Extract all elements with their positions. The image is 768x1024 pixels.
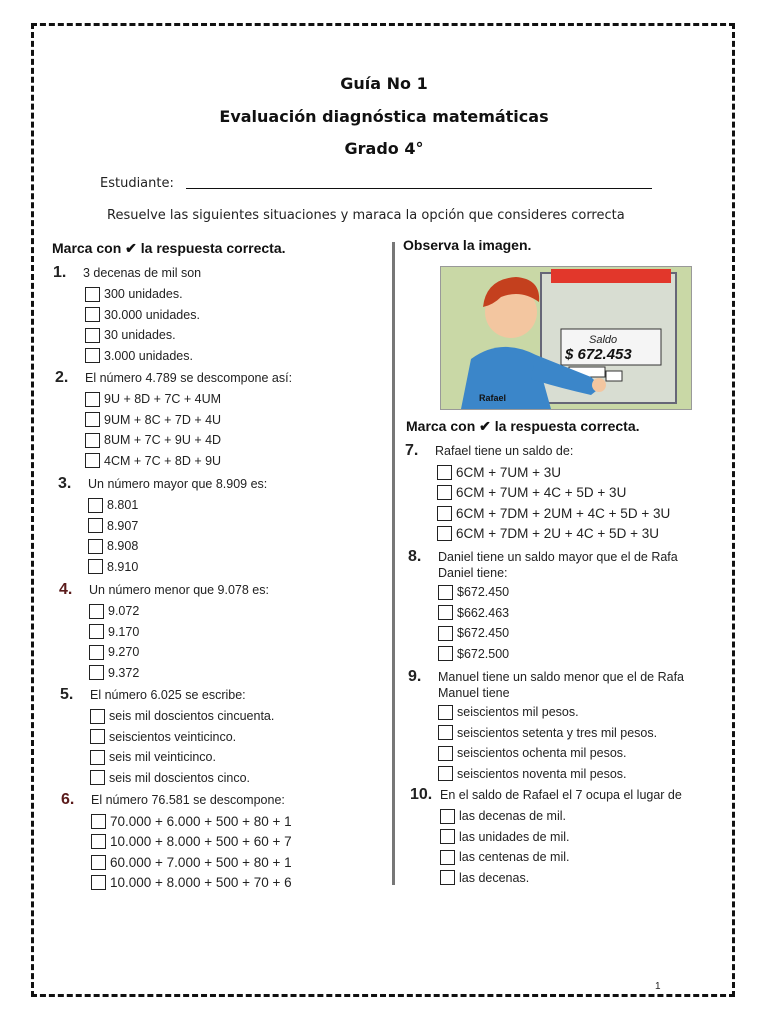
option-item[interactable]: 9UM + 8C + 7D + 4U [85, 410, 292, 431]
answer-checkbox[interactable] [91, 875, 106, 890]
question-number: 4. [59, 581, 73, 598]
question-stem: El número 6.025 se escribe: [90, 688, 246, 702]
option-item[interactable]: seiscientos noventa mil pesos. [438, 764, 726, 785]
right-section-title-2: Marca con ✔ la respuesta correcta. [406, 418, 640, 434]
option-item[interactable]: 300 unidades. [85, 284, 201, 305]
column-divider [392, 242, 395, 885]
page-title: Guía No 1 [340, 74, 428, 93]
answer-checkbox[interactable] [88, 498, 103, 513]
question-5 [60, 686, 274, 788]
option-item[interactable]: 4CM + 7C + 8D + 9U [85, 451, 292, 472]
question-number: 5. [60, 686, 74, 703]
answer-checkbox[interactable] [88, 539, 103, 554]
option-item[interactable]: las decenas de mil. [440, 806, 682, 827]
answer-checkbox[interactable] [438, 646, 453, 661]
right-section-title: Observa la imagen. [403, 237, 532, 253]
answer-checkbox[interactable] [89, 604, 104, 619]
question-number: 1. [53, 264, 67, 281]
answer-checkbox[interactable] [438, 705, 453, 720]
option-item[interactable]: seiscientos veinticinco. [90, 727, 274, 748]
instructions: Resuelve las siguientes situaciones y maraca la opción que consideres correcta [107, 208, 625, 223]
option-item[interactable]: $672.500 [438, 644, 726, 665]
question-10 [410, 786, 682, 888]
option-item[interactable]: seiscientos mil pesos. [438, 702, 726, 723]
question-number: 8. [408, 548, 422, 565]
option-item[interactable]: seiscientos ochenta mil pesos. [438, 743, 726, 764]
answer-checkbox[interactable] [437, 465, 452, 480]
question-stem-line-2: Manuel tiene [438, 686, 510, 700]
option-item[interactable]: 8UM + 7C + 9U + 4D [85, 430, 292, 451]
option-item[interactable]: 8.910 [88, 557, 267, 578]
question-stem: Un número mayor que 8.909 es: [88, 477, 268, 491]
question-number: 9. [408, 668, 422, 685]
answer-checkbox[interactable] [440, 829, 455, 844]
answer-checkbox[interactable] [85, 392, 100, 407]
answer-checkbox[interactable] [91, 814, 106, 829]
question-number: 7. [405, 442, 419, 459]
answer-checkbox[interactable] [88, 518, 103, 533]
answer-checkbox[interactable] [85, 307, 100, 322]
question-stem: 3 decenas de mil son [83, 266, 202, 280]
answer-checkbox[interactable] [91, 855, 106, 870]
answer-checkbox[interactable] [89, 624, 104, 639]
answer-checkbox[interactable] [438, 766, 453, 781]
grade-label: Grado 4° [344, 139, 424, 158]
answer-checkbox[interactable] [438, 626, 453, 641]
question-stem-line-2: Daniel tiene: [438, 566, 508, 580]
question-stem: En el saldo de Rafael el 7 ocupa el lugar de [440, 788, 682, 802]
option-item[interactable]: 8.801 [88, 495, 267, 516]
option-item[interactable]: 30.000 unidades. [85, 305, 201, 326]
option-item[interactable]: $672.450 [438, 582, 726, 603]
question-stem: El número 4.789 se descompone así: [85, 371, 293, 385]
option-item[interactable]: 9.170 [89, 622, 269, 643]
question-stem: Rafael tiene un saldo de: [435, 444, 574, 458]
option-item[interactable]: 8.907 [88, 516, 267, 537]
option-item[interactable]: 8.908 [88, 536, 267, 557]
answer-checkbox[interactable] [438, 746, 453, 761]
option-item[interactable]: las decenas. [440, 868, 682, 889]
question-7 [405, 442, 670, 544]
answer-checkbox[interactable] [90, 770, 105, 785]
answer-checkbox[interactable] [90, 709, 105, 724]
option-item[interactable]: 60.000 + 7.000 + 500 + 80 + 1 [91, 852, 292, 873]
answer-checkbox[interactable] [440, 870, 455, 885]
answer-checkbox[interactable] [440, 809, 455, 824]
student-name-line[interactable] [186, 188, 652, 189]
question-number: 6. [61, 791, 75, 808]
option-item[interactable]: las centenas de mil. [440, 847, 682, 868]
option-item[interactable]: 6CM + 7DM + 2UM + 4C + 5D + 3U [437, 503, 670, 524]
answer-checkbox[interactable] [438, 585, 453, 600]
option-item[interactable]: seiscientos setenta y tres mil pesos. [438, 723, 726, 744]
question-9 [408, 668, 726, 784]
question-6 [61, 791, 292, 893]
answer-checkbox[interactable] [85, 287, 100, 302]
student-label: Estudiante: [100, 176, 174, 191]
question-number: 3. [58, 475, 72, 492]
answer-checkbox[interactable] [438, 605, 453, 620]
question-2 [55, 369, 292, 471]
name-tag: Rafael [479, 393, 507, 403]
answer-checkbox[interactable] [438, 725, 453, 740]
question-8 [408, 548, 726, 664]
left-section-title: Marca con ✔ la respuesta correcta. [52, 240, 286, 256]
option-item[interactable]: 70.000 + 6.000 + 500 + 80 + 1 [91, 811, 292, 832]
option-item[interactable]: 9U + 8D + 7C + 4UM [85, 389, 292, 410]
option-item[interactable]: seis mil veinticinco. [90, 747, 274, 768]
option-item[interactable]: seis mil doscientos cinco. [90, 768, 274, 789]
page-number: 1 [655, 981, 661, 992]
answer-checkbox[interactable] [437, 506, 452, 521]
question-stem: Un número menor que 9.078 es: [89, 583, 269, 597]
option-item[interactable]: 9.372 [89, 663, 269, 684]
option-item[interactable]: las unidades de mil. [440, 827, 682, 848]
answer-checkbox[interactable] [437, 485, 452, 500]
answer-checkbox[interactable] [90, 729, 105, 744]
answer-checkbox[interactable] [89, 665, 104, 680]
question-number: 2. [55, 369, 69, 386]
question-1 [53, 264, 201, 366]
option-item[interactable]: 10.000 + 8.000 + 500 + 70 + 6 [91, 873, 292, 894]
rafael-atm-illustration [440, 266, 692, 410]
option-item[interactable]: 3.000 unidades. [85, 346, 201, 367]
option-item[interactable]: $672.450 [438, 623, 726, 644]
answer-checkbox[interactable] [85, 328, 100, 343]
option-item[interactable]: seis mil doscientos cincuenta. [90, 706, 274, 727]
question-stem: Manuel tiene un saldo menor que el de Rafa [438, 670, 684, 684]
question-3 [58, 475, 267, 577]
option-item[interactable]: 9.072 [89, 601, 269, 622]
answer-checkbox[interactable] [88, 559, 103, 574]
question-stem: Daniel tiene un saldo mayor que el de Rafa [438, 550, 678, 564]
answer-checkbox[interactable] [90, 750, 105, 765]
answer-checkbox[interactable] [91, 834, 106, 849]
question-stem: El número 76.581 se descompone: [91, 793, 285, 807]
balance-value: $ 672.453 [565, 346, 632, 363]
option-item[interactable]: $662.463 [438, 603, 726, 624]
question-number: 10. [410, 786, 433, 803]
answer-checkbox[interactable] [440, 850, 455, 865]
option-item[interactable]: 6CM + 7UM + 4C + 5D + 3U [437, 483, 670, 504]
answer-checkbox[interactable] [85, 412, 100, 427]
option-item[interactable]: 6CM + 7DM + 2U + 4C + 5D + 3U [437, 524, 670, 545]
answer-checkbox[interactable] [89, 645, 104, 660]
answer-checkbox[interactable] [85, 433, 100, 448]
question-4 [59, 581, 269, 683]
page-subtitle: Evaluación diagnóstica matemáticas [219, 107, 549, 126]
option-item[interactable]: 6CM + 7UM + 3U [437, 462, 670, 483]
option-item[interactable]: 10.000 + 8.000 + 500 + 60 + 7 [91, 832, 292, 853]
option-item[interactable]: 30 unidades. [85, 325, 201, 346]
option-item[interactable]: 9.270 [89, 642, 269, 663]
answer-checkbox[interactable] [437, 526, 452, 541]
answer-checkbox[interactable] [85, 348, 100, 363]
balance-label: Saldo [589, 334, 618, 346]
answer-checkbox[interactable] [85, 453, 100, 468]
